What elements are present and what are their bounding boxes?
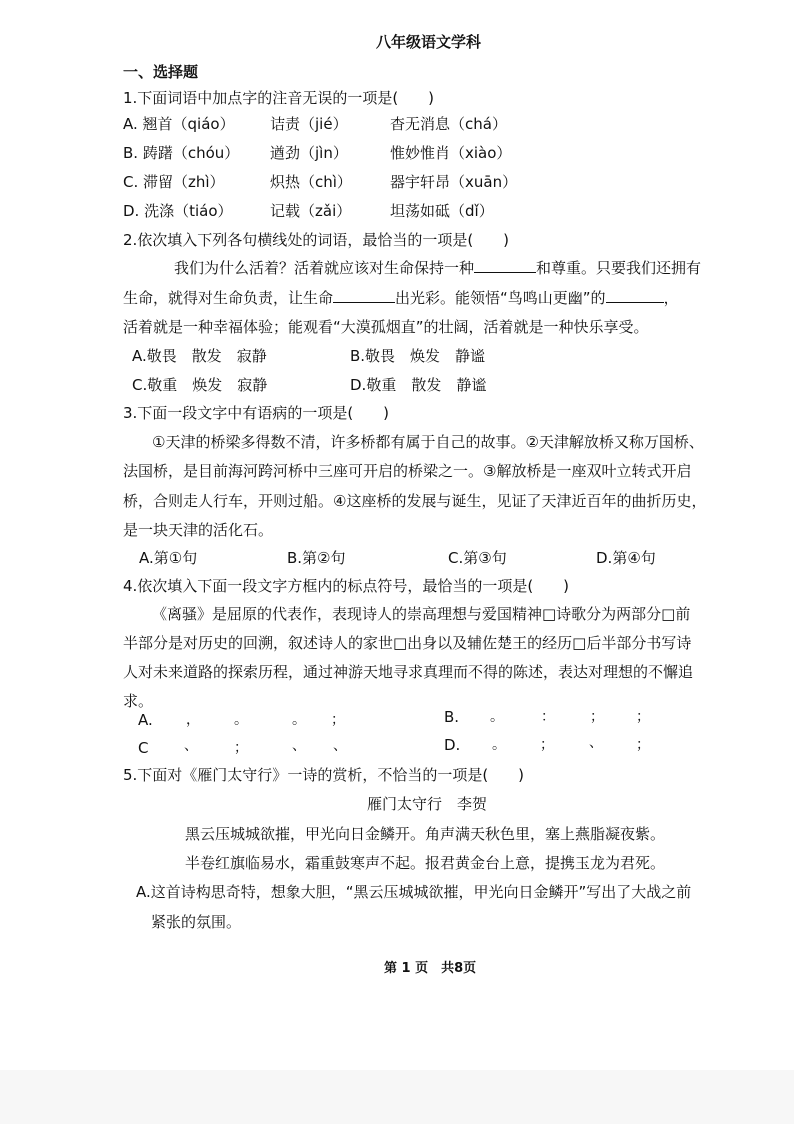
q4-option-d-mark: ； bbox=[540, 737, 554, 753]
q1-option-a: A. 翘首（qiáo） bbox=[123, 115, 235, 133]
q4-option-c-mark: 、 bbox=[333, 738, 347, 754]
q2-line1-part1: 我们为什么活着？活着就应该对生命保持一种 bbox=[174, 259, 475, 277]
q4-passage-line2: 半部分是对历史的回溯，叙述诗人的家世□出身以及辅佐楚王的经历□后半部分书写诗 bbox=[123, 634, 692, 652]
q1-option-c: C. 滞留（zhì） bbox=[123, 173, 225, 191]
q4-option-d-mark: ； bbox=[636, 737, 650, 753]
q2-line2 bbox=[123, 288, 679, 308]
q4-option-b-mark: 。 bbox=[490, 709, 504, 725]
poem-title: 雁门太守行 李贺 bbox=[367, 795, 488, 813]
q1-option-d-word3: 坦荡如砥（dǐ） bbox=[390, 202, 494, 220]
q1-option-c-word2: 炽热（chì） bbox=[270, 173, 352, 191]
q4-option-b-label: B. bbox=[444, 708, 460, 726]
q3-option-b: B.第②句 bbox=[287, 549, 346, 567]
q4-option-a-mark: 。 bbox=[292, 712, 306, 728]
q4-option-a-label: A. bbox=[138, 711, 153, 729]
q4-option-c-label: C bbox=[138, 739, 149, 757]
q5-option-a-line2: 紧张的氛围。 bbox=[151, 913, 242, 931]
q4-passage-line1: 《离骚》是屈原的代表作，表现诗人的崇高理想与爱国精神□诗歌分为两部分□前 bbox=[152, 605, 691, 623]
q1-option-a-word3: 杳无消息（chá） bbox=[390, 115, 507, 133]
q2-option-b: B.敬畏 焕发 静谧 bbox=[350, 347, 486, 365]
q4-option-a-mark: ； bbox=[331, 712, 345, 728]
q2-line2-part2: 出光彩。能领悟“鸟鸣山更幽”的 bbox=[395, 289, 606, 307]
q4-option-c-mark: 、 bbox=[292, 738, 306, 754]
q1-option-b: B. 踌躇（chóu） bbox=[123, 144, 240, 162]
q5-stem: 5.下面对《雁门太守行》一诗的赏析，不恰当的一项是( ) bbox=[123, 766, 525, 784]
q4-option-d-mark: 。 bbox=[492, 737, 506, 753]
q4-passage-line4: 求。 bbox=[123, 692, 154, 710]
answer-blank bbox=[606, 288, 664, 303]
q1-option-b-word2: 遒劲（jìn） bbox=[270, 144, 348, 162]
q4-passage-line3: 人对未来道路的探索历程，通过神游天地寻求真理而不得的陈述，表达对理想的不懈追 bbox=[123, 663, 694, 681]
answer-blank bbox=[474, 258, 536, 273]
q4-option-d-label: D. bbox=[444, 736, 461, 754]
poem-line2: 半卷红旗临易水，霜重鼓寒声不起。报君黄金台上意，提携玉龙为君死。 bbox=[185, 854, 666, 872]
q4-option-a-mark: 。 bbox=[234, 712, 248, 728]
q4-option-d-mark: 、 bbox=[589, 735, 603, 751]
q4-option-b-mark: ； bbox=[636, 709, 650, 725]
q2-line2-part3: ， bbox=[663, 289, 679, 307]
q1-option-b-word3: 惟妙惟肖（xiào） bbox=[390, 144, 512, 162]
q2-line1 bbox=[174, 258, 701, 278]
q4-option-c-mark: ； bbox=[234, 740, 248, 756]
q2-option-d: D.敬重 散发 静谧 bbox=[350, 376, 487, 394]
q2-stem: 2.依次填入下列各句横线处的词语，最恰当的一项是( ) bbox=[123, 231, 510, 249]
q4-stem: 4.依次填入下面一段文字方框内的标点符号，最恰当的一项是( ) bbox=[123, 577, 570, 595]
page-number: 第 1 页 共8页 bbox=[384, 961, 477, 976]
q3-option-c: C.第③句 bbox=[448, 549, 507, 567]
q5-option-a-line1: A.这首诗构思奇特，想象大胆，“黑云压城城欲摧，甲光向日金鳞开”写出了大战之前 bbox=[136, 883, 692, 901]
q4-option-c-mark: 、 bbox=[184, 738, 198, 754]
q4-option-b-mark: ； bbox=[590, 709, 604, 725]
q2-line3: 活着就是一种幸福体验；能观看“大漠孤烟直”的壮阔，活着就是一种快乐享受。 bbox=[123, 318, 649, 336]
q1-option-a-word2: 诘责（jié） bbox=[270, 115, 348, 133]
q2-option-c: C.敬重 焕发 寂静 bbox=[132, 376, 268, 394]
q1-option-c-word3: 器宇轩昂（xuān） bbox=[390, 173, 518, 191]
answer-blank bbox=[333, 288, 395, 303]
section-heading: 一、选择题 bbox=[123, 63, 199, 81]
q4-option-a-mark: ， bbox=[186, 712, 200, 728]
q3-passage-line4: 是一块天津的活化石。 bbox=[123, 521, 274, 539]
q1-option-d: D. 洗涤（tiáo） bbox=[123, 202, 233, 220]
page-title: 八年级语文学科 bbox=[376, 33, 482, 51]
q4-option-b-mark: ： bbox=[541, 709, 555, 725]
poem-line1: 黑云压城城欲摧，甲光向日金鳞开。角声满天秋色里，塞上燕脂凝夜紫。 bbox=[185, 825, 666, 843]
scan-bottom-margin bbox=[0, 1070, 794, 1124]
q1-option-d-word2: 记载（zǎi） bbox=[270, 202, 352, 220]
q2-line2-part1: 生命，就得对生命负责，让生命 bbox=[123, 289, 334, 307]
q3-passage-line3: 桥，合则走人行车，开则过船。④这座桥的发展与诞生，见证了天津近百年的曲折历史， bbox=[123, 492, 707, 510]
q3-stem: 3.下面一段文字中有语病的一项是( ) bbox=[123, 404, 390, 422]
q3-passage-line1: ①天津的桥梁多得数不清，许多桥都有属于自己的故事。②天津解放桥又称万国桥、 bbox=[152, 433, 704, 451]
q3-passage-line2: 法国桥，是目前海河跨河桥中三座可开启的桥梁之一。③解放桥是一座双叶立转式开启 bbox=[123, 462, 692, 480]
q1-stem: 1.下面词语中加点字的注音无误的一项是( ) bbox=[123, 89, 435, 107]
q2-line1-part2: 和尊重。只要我们还拥有 bbox=[536, 259, 702, 277]
q2-option-a: A.敬畏 散发 寂静 bbox=[132, 347, 267, 365]
q3-option-a: A.第①句 bbox=[139, 549, 198, 567]
q3-option-d: D.第④句 bbox=[596, 549, 656, 567]
